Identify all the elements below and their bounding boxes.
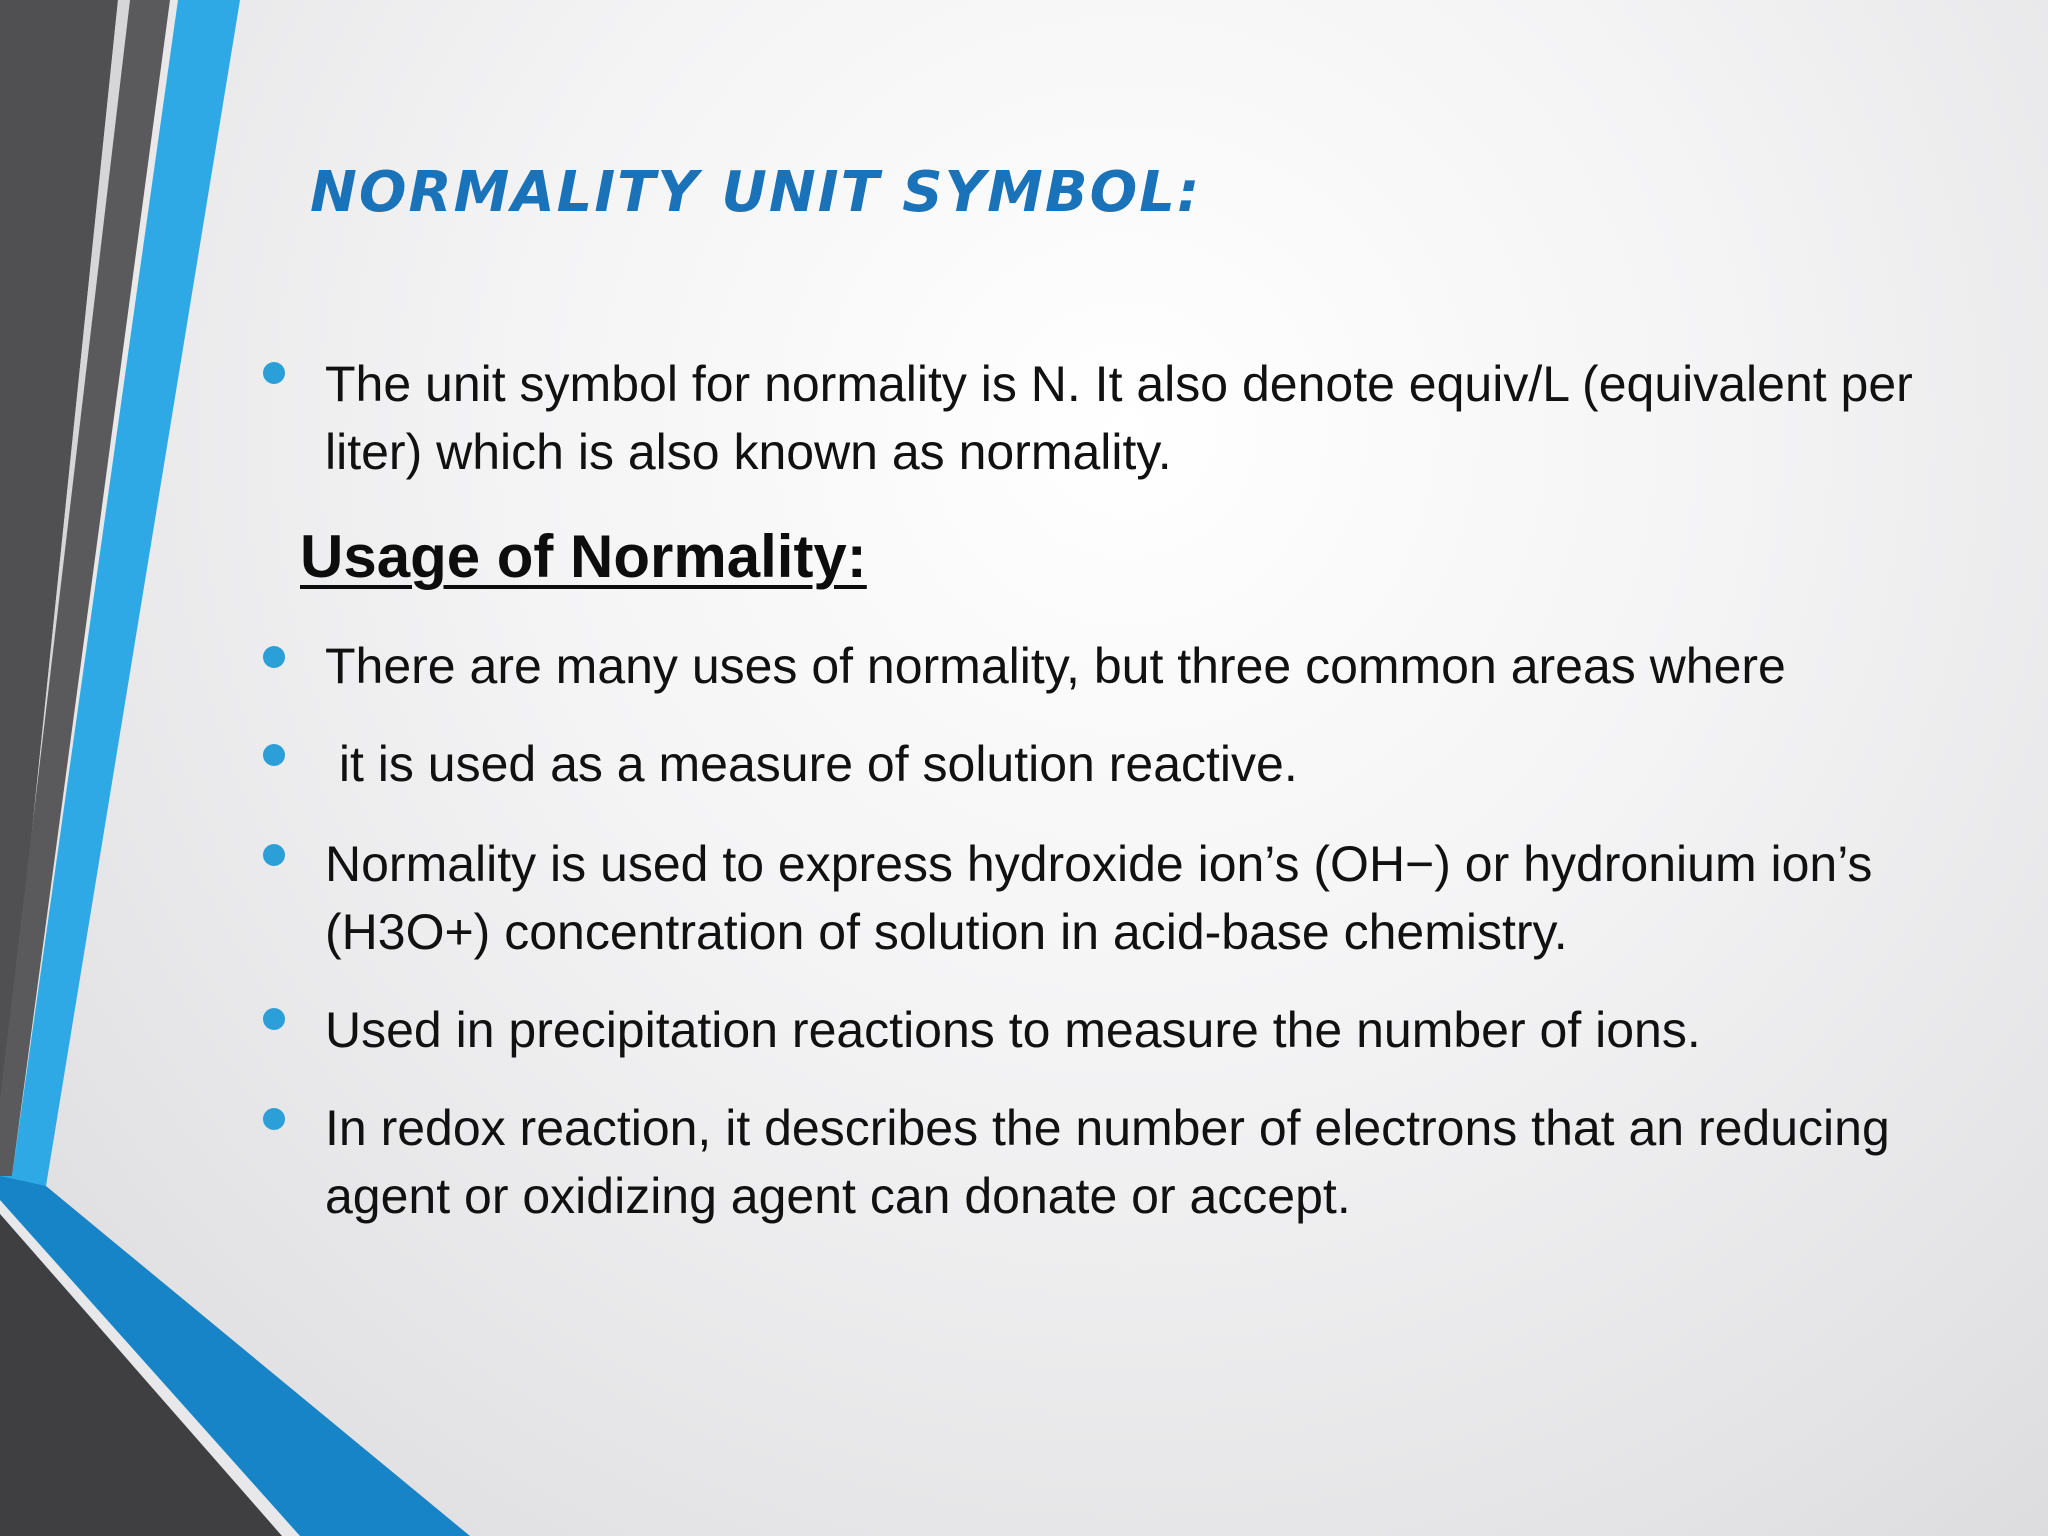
bullet-icon xyxy=(263,844,285,866)
list-item: In redox reaction, it describes the number of electrons that an reducing agent or oxidizing agent can donate or accept. xyxy=(325,1100,1890,1224)
bullet-icon xyxy=(263,744,285,766)
bullet-icon xyxy=(263,362,285,384)
bullet-icon xyxy=(263,1008,285,1030)
bullet-icon xyxy=(263,1108,285,1130)
list-item: The unit symbol for normality is N. It also denote equiv/L (equivalent per liter) which is also known as normality. xyxy=(325,356,1913,480)
list-item: Normality is used to express hydroxide ion’s (OH−) or hydronium ion’s (H3O+) concentration of solution in acid-base chemistry. xyxy=(325,836,1873,960)
section-heading: Usage of Normality: xyxy=(300,523,867,590)
list-item: There are many uses of normality, but three common areas where xyxy=(325,638,1786,694)
list-item: Used in precipitation reactions to measure the number of ions. xyxy=(325,1002,1701,1058)
list-item: it is used as a measure of solution reactive. xyxy=(325,736,1298,792)
slide-title: NORMALITY UNIT SYMBOL: xyxy=(310,160,1202,225)
bullet-icon xyxy=(263,646,285,668)
